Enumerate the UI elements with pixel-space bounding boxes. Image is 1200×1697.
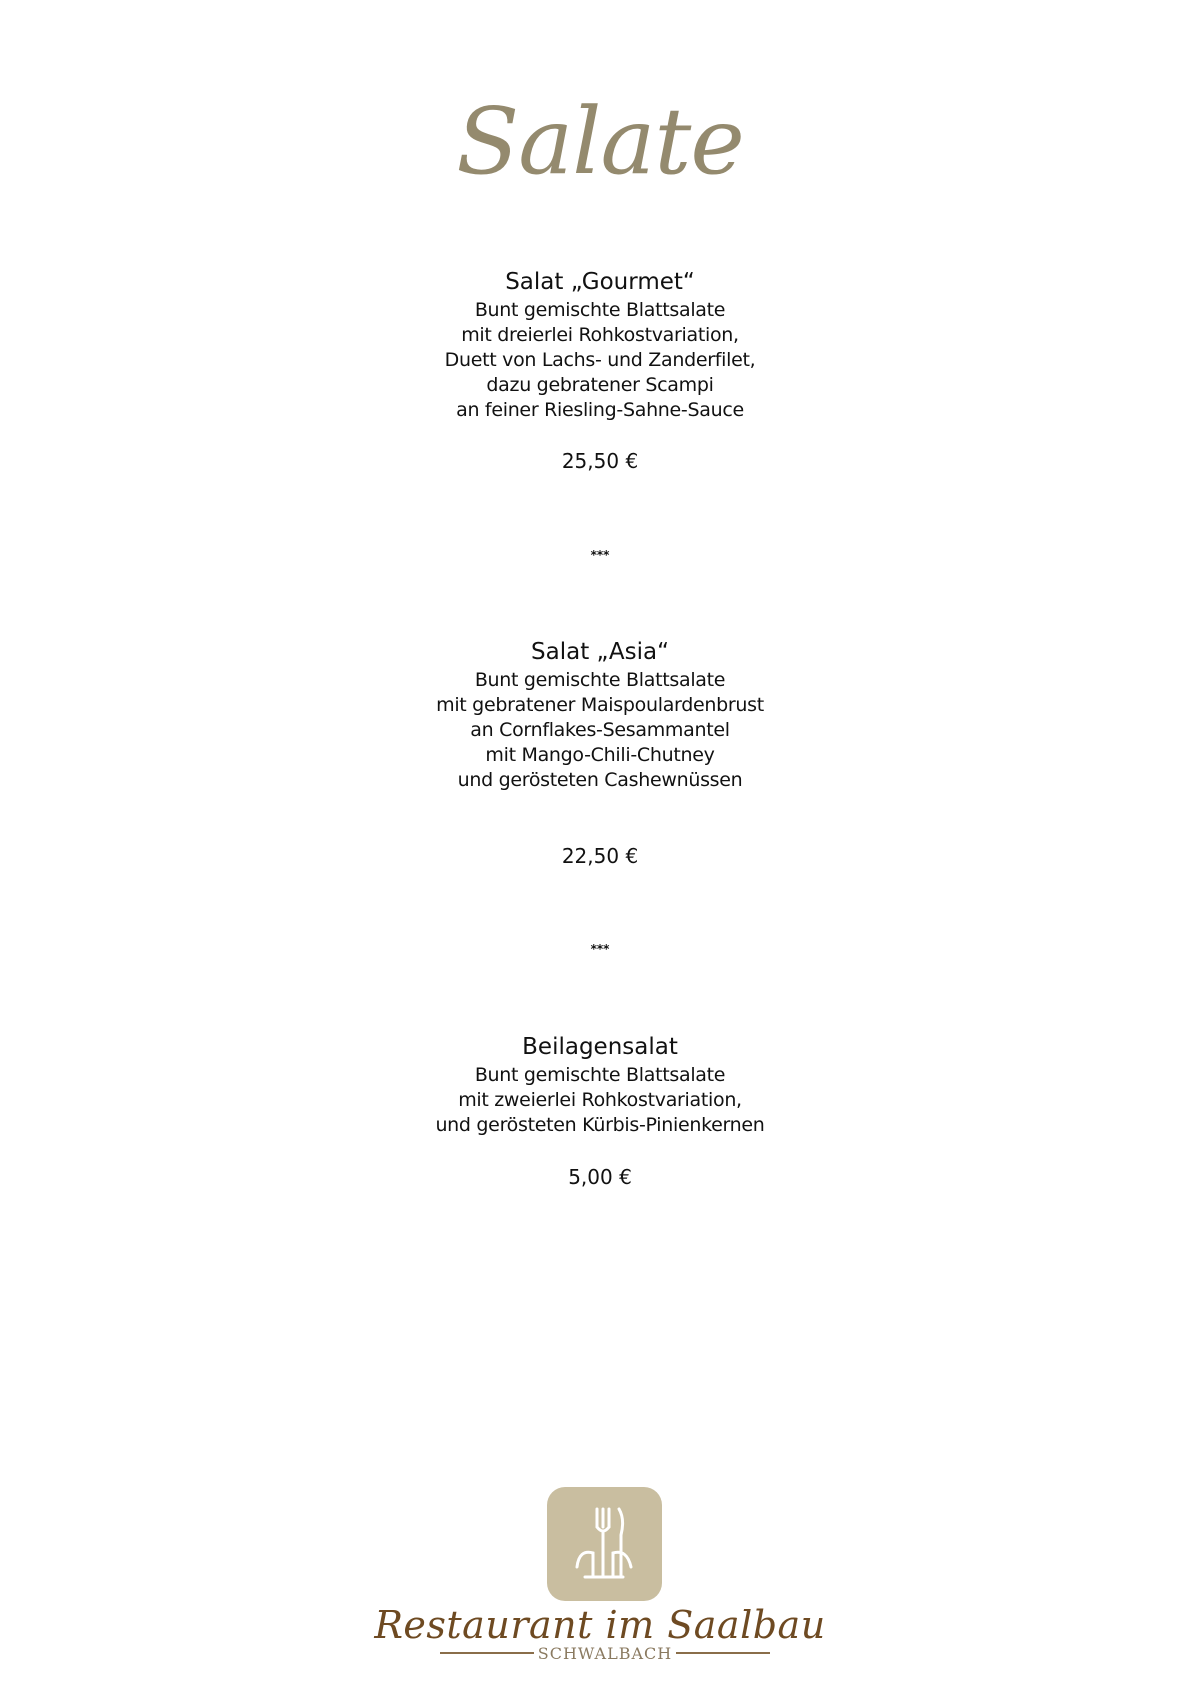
item-desc-line: Duett von Lachs- und Zanderfilet, [444, 349, 756, 371]
item-desc-line: und gerösteten Kürbis-Pinienkernen [435, 1114, 765, 1136]
fork-knife-icon [547, 1487, 662, 1601]
item-desc-line: Bunt gemischte Blattsalate [474, 1064, 726, 1086]
item-price: 22,50 € [561, 844, 639, 868]
item-desc-line: mit Mango-Chili-Chutney [485, 744, 715, 766]
divider [676, 1652, 770, 1654]
item-name: Beilagensalat [522, 1034, 678, 1060]
item-price: 5,00 € [568, 1165, 632, 1189]
item-price: 25,50 € [561, 449, 639, 473]
item-name: Salat „Asia“ [531, 639, 669, 665]
item-desc-line: Bunt gemischte Blattsalate [474, 299, 726, 321]
item-name: Salat „Gourmet“ [505, 269, 695, 295]
item-desc-line: und gerösteten Cashewnüssen [457, 769, 743, 791]
menu-item-beilagensalat [0, 1031, 1200, 1138]
separator: *** [590, 942, 610, 956]
item-desc-line: an Cornflakes-Sesammantel [470, 719, 730, 741]
menu-item-gourmet [0, 266, 1200, 423]
logo-subtitle-row [440, 1641, 770, 1665]
menu-item-asia [0, 636, 1200, 793]
item-desc-line: Bunt gemischte Blattsalate [474, 669, 726, 691]
page-title: Salate [456, 88, 744, 195]
item-desc-line: mit gebratener Maispoulardenbrust [436, 694, 764, 716]
separator: *** [590, 548, 610, 562]
restaurant-location: SCHWALBACH [537, 1643, 673, 1663]
item-desc-line: dazu gebratener Scampi [486, 374, 714, 396]
item-desc-line: an feiner Riesling-Sahne-Sauce [456, 399, 744, 421]
divider [440, 1652, 534, 1654]
item-desc-line: mit zweierlei Rohkostvariation, [458, 1089, 742, 1111]
restaurant-logo [547, 1487, 662, 1601]
item-desc-line: mit dreierlei Rohkostvariation, [461, 324, 739, 346]
restaurant-name: Restaurant im Saalbau [374, 1603, 826, 1647]
